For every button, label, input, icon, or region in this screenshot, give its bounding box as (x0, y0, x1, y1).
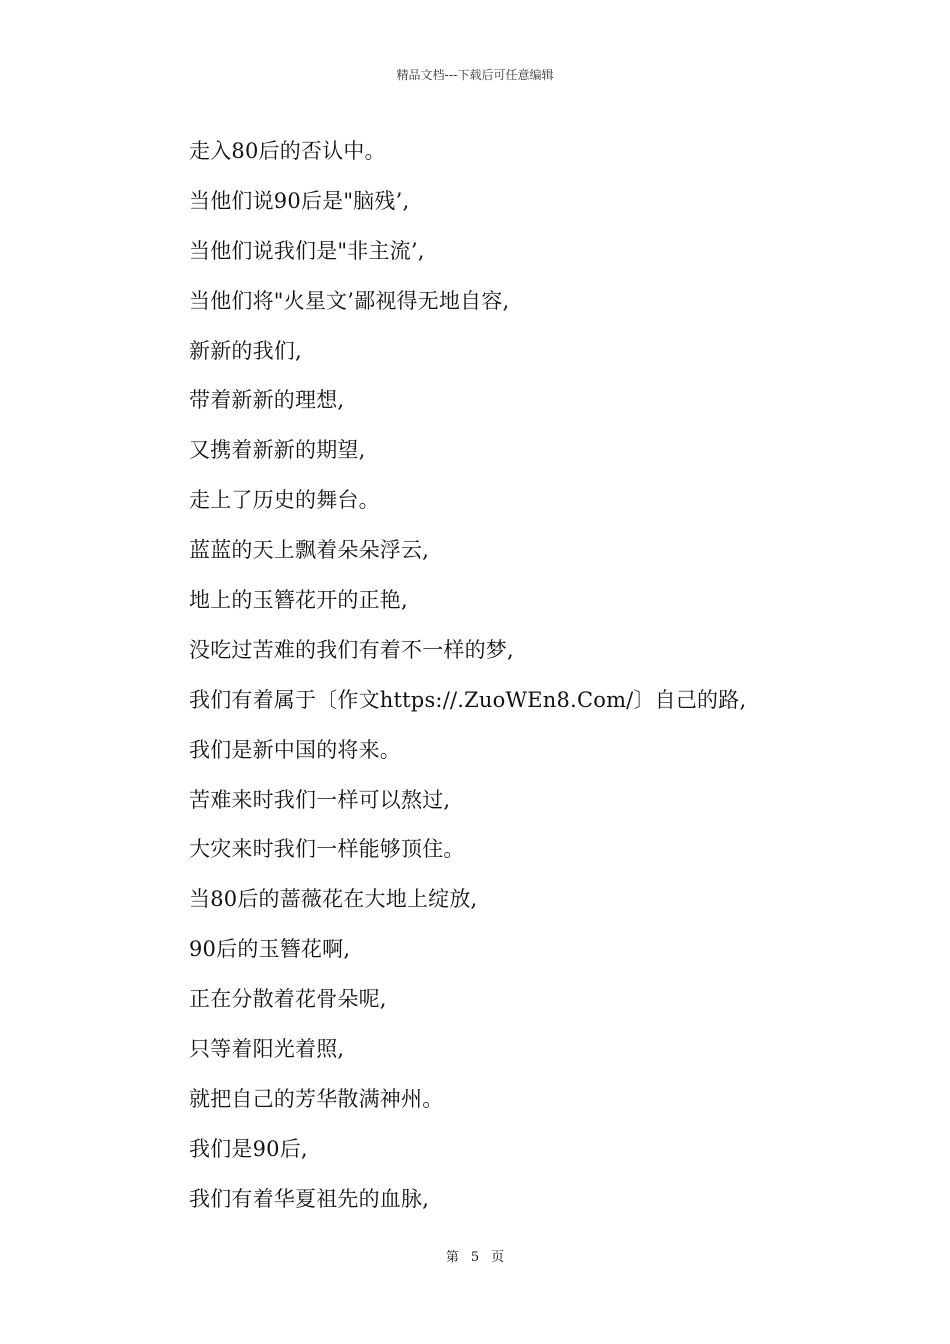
text-line: 我们是新中国的将来。 (189, 737, 401, 762)
text-line: 新新的我们, (189, 338, 302, 363)
text-line: 走入80后的否认中。 (189, 139, 386, 163)
text-line: 就把自己的芳华散满神州。 (189, 1086, 444, 1111)
page-footer-prefix: 第 (445, 1250, 459, 1265)
text-line: 苦难来时我们一样可以熬过, (189, 787, 451, 812)
text-line: 我们是90后, (189, 1136, 308, 1161)
text-line: 没吃过苦难的我们有着不一样的梦, (189, 637, 514, 662)
text-line: 走上了历史的舞台。 (189, 488, 380, 513)
document-body (189, 132, 909, 1230)
page-number: 5 (470, 1250, 480, 1265)
text-line: 只等着阳光着照, (189, 1037, 345, 1062)
page-header: 精品文档---下载后可任意编辑 (396, 68, 554, 82)
text-line: 又携着新新的期望, (189, 438, 366, 463)
text-line: 带着新新的理想, (189, 388, 345, 413)
text-line: 大灾来时我们一样能够顶住。 (189, 837, 465, 862)
text-line: 90后的玉簪花啊, (189, 937, 351, 962)
text-line: 当他们说我们是"非主流’, (189, 238, 425, 263)
text-line: 当80后的蔷薇花在大地上绽放, (189, 887, 478, 912)
text-line: 当他们说90后是"脑残’, (189, 188, 410, 213)
text-line: 当他们将"火星文’鄙视得无地自容, (189, 288, 510, 313)
text-line: 我们有着华夏祖先的血脉, (189, 1186, 430, 1211)
page-footer (0, 1246, 950, 1265)
text-line: 正在分散着花骨朵呢, (189, 987, 387, 1012)
text-line: 地上的玉簪花开的正艳, (189, 588, 408, 613)
text-line: 蓝蓝的天上飘着朵朵浮云, (189, 538, 430, 563)
page-footer-suffix: 页 (491, 1250, 505, 1265)
text-line: 我们有着属于〔作文https://.ZuoWEn8.Com/〕自己的路, (189, 687, 747, 712)
